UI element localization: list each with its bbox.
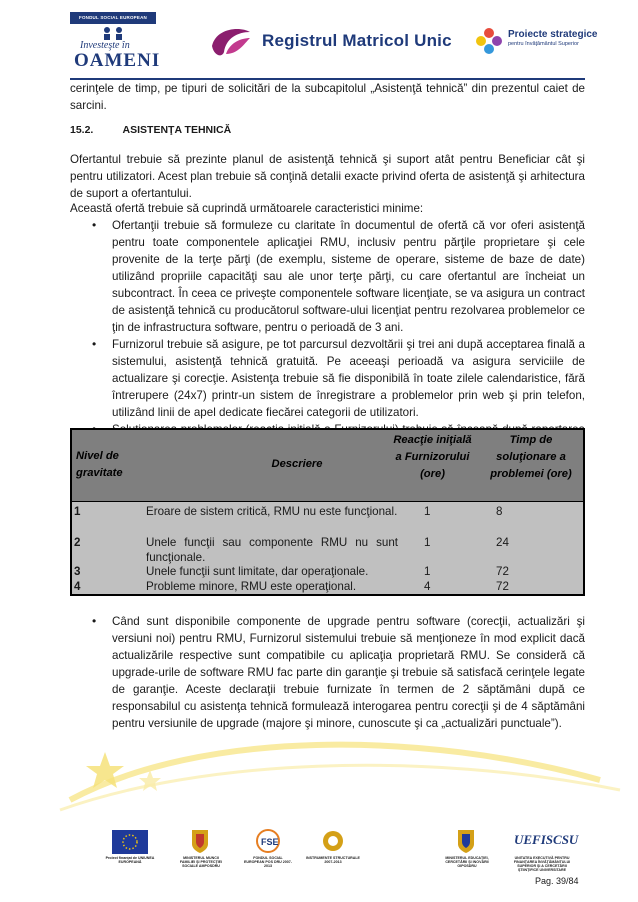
- footer-logo-ministry-education: MINISTERUL EDUCAŢIEI, CERCETĂRII ŞI INOVĂRII OIPOSDRU: [445, 856, 489, 868]
- footer-logo-eu: Proiect finanţat de UNIUNEA EUROPEANĂ: [105, 856, 155, 864]
- cell-time: 72: [496, 565, 509, 578]
- cell-description: Eroare de sistem critică, RMU nu este funcţional.: [146, 505, 398, 518]
- cell-reaction: 1: [424, 505, 431, 518]
- cell-description: Unele funcţii sunt limitate, dar operaţionale.: [146, 565, 369, 578]
- cell-description: Probleme minore, RMU este operaţional.: [146, 580, 357, 593]
- cell-reaction: 4: [424, 580, 431, 593]
- fse-bar-text: FONDUL SOCIAL EUROPEAN: [70, 12, 156, 24]
- fse-logo: [70, 12, 161, 74]
- people-icon: [100, 26, 126, 40]
- paragraph-plan: Ofertantul trebuie să prezinte planul de asistenţă tehnică şi suport atât pentru Beneficiar cât şi pentru utilizatori. Acest plan trebuie să conţină detalii exacte privind oferta de asistenţă şi arhitectura de suport a ofertantului.: [70, 153, 585, 200]
- cell-level: 3: [74, 565, 81, 578]
- header-reaction: Reacţie iniţială a Furnizorului (ore): [393, 434, 472, 480]
- rmu-swirl-icon: [210, 24, 252, 60]
- header-resolution-time: Timp de soluţionare a problemei (ore): [490, 434, 572, 480]
- ps-subtitle: pentru învăţământul Superior: [508, 41, 579, 47]
- section-title: ASISTENŢA TEHNICĂ: [122, 124, 232, 136]
- cell-time: 72: [496, 580, 509, 593]
- cell-time: 24: [496, 536, 509, 549]
- fse-footer-icon: [254, 828, 282, 854]
- romania-crest-icon-2: [456, 828, 476, 854]
- header-description: Descriere: [271, 458, 323, 470]
- upgrade-list: [70, 613, 585, 732]
- cell-reaction: 1: [424, 565, 431, 578]
- cell-description: Unele funcţii sau componente RMU nu sunt funcţionale.: [146, 536, 398, 564]
- page-header: [0, 0, 638, 80]
- requirements-list: [70, 217, 585, 455]
- footer-logo-instruments: INSTRUMENTE STRUCTURALE 2007-2013: [306, 856, 360, 864]
- cell-level: 1: [74, 505, 81, 518]
- header-level: Nivel de gravitate: [76, 450, 123, 479]
- eu-flag-icon: [112, 830, 148, 854]
- page-number: Pag. 39/84: [535, 876, 579, 886]
- structural-instruments-icon: [322, 830, 344, 852]
- invest-text: Investeşte în: [80, 40, 130, 51]
- oameni-text: OAMENI: [74, 50, 161, 71]
- uefiscsu-logo: UEFISCSU: [514, 832, 579, 847]
- cell-level: 4: [74, 580, 81, 593]
- list-item: • Când sunt disponibile componente de upgrade pentru software (corecţii, actualizări şi versiuni noi) pentru RMU, Furnizorul sistemului trebuie să menţioneze în mod explicit dacă actualizările respective sunt compatibile cu aplicaţia proprietară RMU. Se consideră că upgrade-urile de software RMU fac parte din garanţie şi trebuie să satisfacă cerinţele legate de garanţie. Aceste declaraţii trebuie furnizate în termen de 2 săptămâni după ce responsabilul cu asistenţa tehnică formulează interogarea pentru corecţii şi de 4 săptămâni pentru versiunile de upgrade (majore şi minore, cunoscute şi ca „actualizări punctuale”).: [70, 613, 585, 732]
- rmu-title: Registrul Matricol Unic: [262, 31, 452, 50]
- svg-text:FSE: FSE: [261, 837, 279, 847]
- section-heading: [70, 124, 231, 136]
- paragraph-characteristics: Aceastǎ ofertǎ trebuie sǎ cuprindǎ urmǎtoarele caracteristici minime:: [70, 202, 424, 215]
- intro-paragraph: cerinţele de timp, pe tipuri de solicitări de la subcapitolul „Asistenţă tehnică” din prezentul caiet de sarcini.: [70, 82, 585, 112]
- severity-table: [70, 428, 585, 596]
- ps-title: Proiecte strategice: [508, 29, 598, 40]
- romania-crest-icon: [190, 828, 210, 854]
- list-item: • Ofertanţii trebuie să formuleze cu claritate în documentul de ofertă că vor oferi asistenţă pentru toate componentele aplicaţiei RMU, inclusiv pentru părţile proprietare şi cele provenite de la terţe părţi (de exemplu, sisteme de operare, sisteme de baze de date) utilizând propriile capacităţi sau ale unor terţe părţi, cu care ofertantul are încheiat un subcontract. În ceea ce priveşte componentele software licenţiate, se va asigura un contract de asistenţă tehnică cu producătorul software-ului licenţiat pentru rezolvarea problemelor ce ţin de infrastructura software, pentru o perioadă de 3 ani.: [70, 217, 585, 336]
- proiecte-strategice-icon: [474, 26, 504, 56]
- cell-time: 8: [496, 505, 503, 518]
- footer-logo-ministry-labour: MINISTERUL MUNCII FAMILIEI ŞI PROTECŢIEI SOCIALE AMPOSDRU: [179, 856, 223, 868]
- footer-logo-uefiscsu: UNITATEA EXECUTIVĂ PENTRU FINANŢAREA ÎNVĂŢĂMÂNTULUI SUPERIOR ŞI A CERCETĂRII ŞTIINŢIFICE UNIVERSITARE: [513, 856, 571, 872]
- cell-reaction: 1: [424, 536, 431, 549]
- cell-level: 2: [74, 536, 81, 549]
- section-number: 15.2.: [70, 124, 94, 136]
- table-header: [72, 430, 583, 502]
- footer-logo-fse: FONDUL SOCIAL EUROPEAN POS DRU 2007-2013: [244, 856, 292, 868]
- list-item: • Furnizorul trebuie să asigure, pe tot parcursul dezvoltării şi trei ani după acceptarea finală a sistemului, asistenţă tehnică gratuită. Pe aceeaşi perioadă va asigura serviciile de actualizare şi corecţie. Asistenţa trebuie să fie disponibilă în toate zilele calendaristice, fără întrerupere (24x7) printr-un sistem de înregistrare a problemelor prin web şi prin telefon, utilizând linii de apel dedicate fiecărei categorii de utilizatori.: [70, 336, 585, 421]
